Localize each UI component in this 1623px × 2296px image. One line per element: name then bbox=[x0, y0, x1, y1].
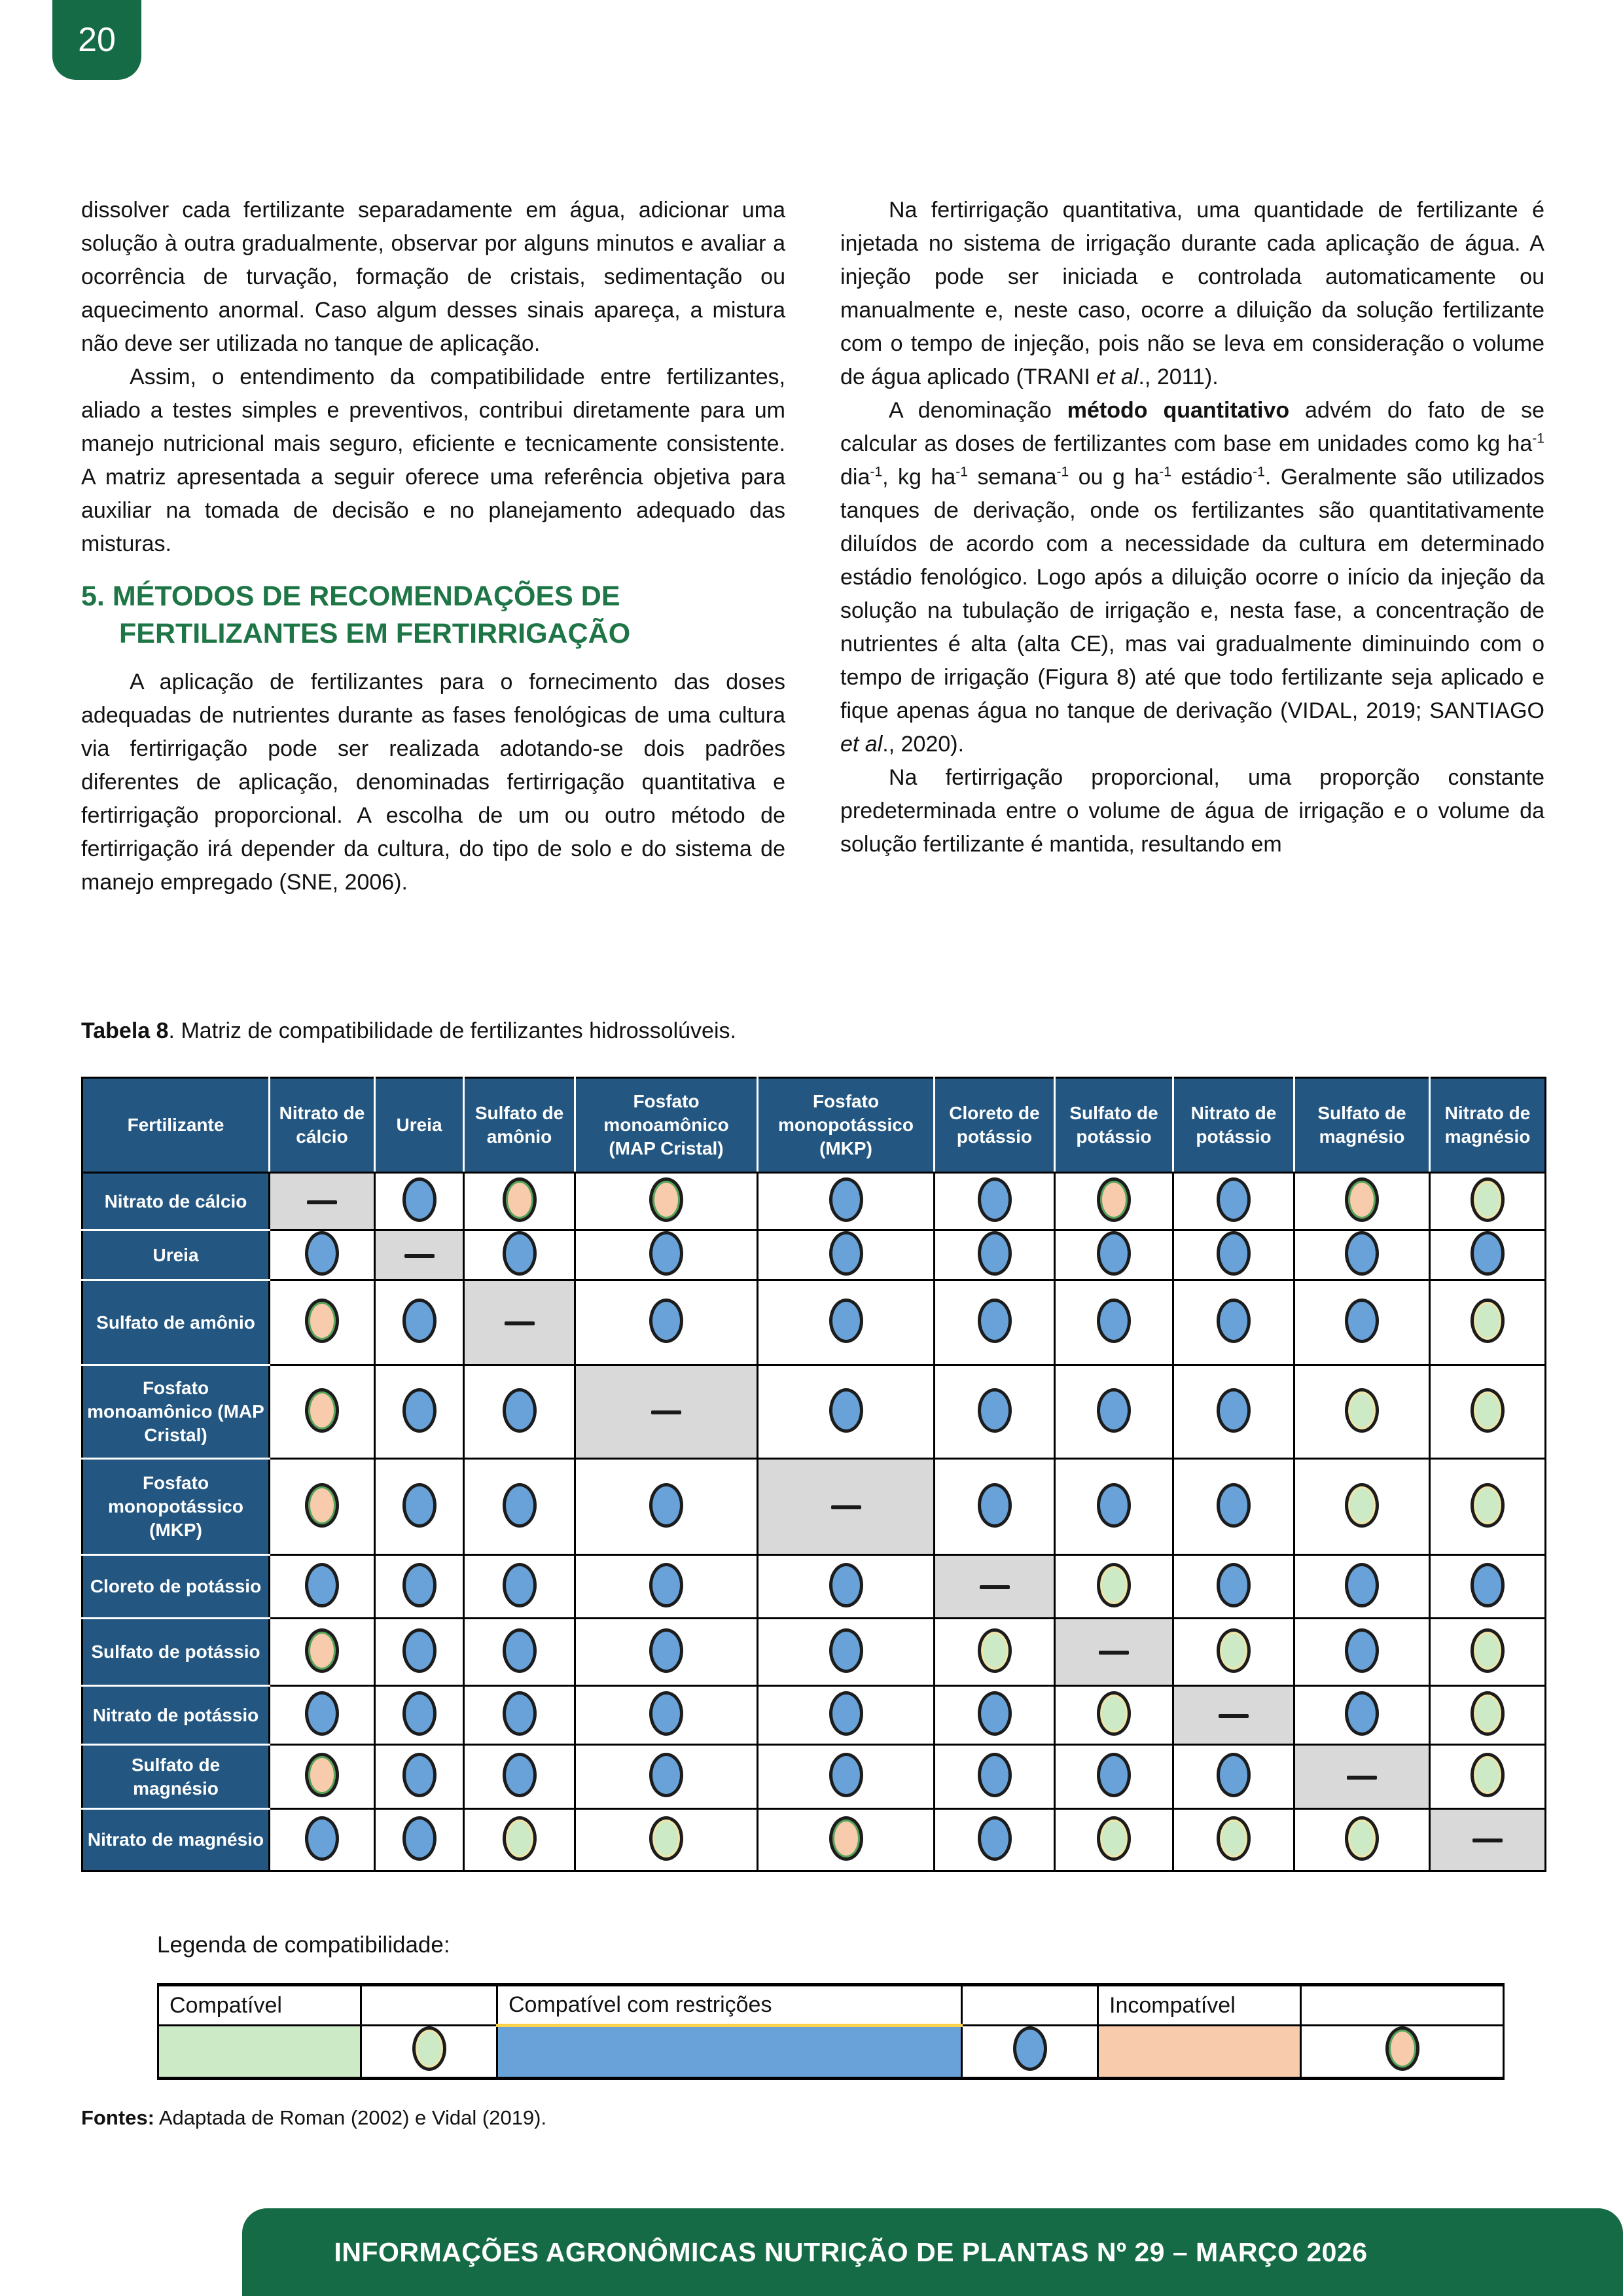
matrix-cell bbox=[758, 1280, 935, 1365]
matrix-cell bbox=[1173, 1555, 1294, 1619]
paragraph-dissolver: dissolver cada fertilizante separadamente em água, adicionar uma solução à outra gradualmente, observar por alguns minutos e avaliar a ocorrência de turvação, formação de cristais, sedimentação ou aquecimento anormal. Caso algum desses sinais apareça, a mistura não deve ser utilizada no tanque de aplicação. bbox=[81, 198, 785, 356]
matrix-column-header: Nitrato de cálcio bbox=[270, 1078, 375, 1173]
matrix-cell bbox=[1430, 1173, 1546, 1230]
matrix-cell bbox=[375, 1686, 464, 1745]
matrix-column-header: Sulfato de amônio bbox=[464, 1078, 575, 1173]
restricted-dot-icon bbox=[1471, 1231, 1505, 1276]
matrix-diagonal-cell bbox=[270, 1173, 375, 1230]
section-number: 5. bbox=[81, 581, 105, 612]
matrix-column-header: Ureia bbox=[375, 1078, 464, 1173]
matrix-cell bbox=[1055, 1809, 1173, 1871]
compatible-dot-icon bbox=[1345, 1816, 1379, 1861]
matrix-cell bbox=[1430, 1280, 1546, 1365]
matrix-row bbox=[82, 1459, 1546, 1555]
matrix-cell bbox=[935, 1745, 1055, 1809]
legend-label-restricted: Compatível com restrições bbox=[497, 1985, 962, 2026]
incompatible-dot-icon bbox=[305, 1628, 339, 1673]
compatible-dot-icon bbox=[1097, 1691, 1131, 1736]
restricted-dot-icon bbox=[1217, 1483, 1251, 1528]
matrix-cell bbox=[375, 1555, 464, 1619]
matrix-cell bbox=[1055, 1230, 1173, 1280]
compatibility-legend bbox=[157, 1932, 1505, 2080]
compatible-dot-icon bbox=[412, 2026, 446, 2071]
restricted-dot-icon bbox=[1217, 1388, 1251, 1433]
matrix-cell bbox=[758, 1230, 935, 1280]
matrix-column-header: Nitrato de magnésio bbox=[1430, 1078, 1546, 1173]
section-heading bbox=[81, 578, 785, 653]
matrix-diagonal-cell bbox=[1055, 1619, 1173, 1686]
matrix-cell bbox=[1430, 1230, 1546, 1280]
compatible-dot-icon bbox=[1471, 1299, 1505, 1343]
compatible-dot-icon bbox=[1471, 1483, 1505, 1528]
matrix-column-header: Sulfato de magnésio bbox=[1294, 1078, 1430, 1173]
restricted-dot-icon bbox=[829, 1299, 863, 1343]
matrix-cell bbox=[935, 1173, 1055, 1230]
matrix-row bbox=[82, 1555, 1546, 1619]
matrix-cell bbox=[1173, 1809, 1294, 1871]
restricted-dot-icon bbox=[1217, 1177, 1251, 1222]
legend-circle-restricted-cell bbox=[962, 2026, 1098, 2079]
matrix-cell bbox=[270, 1280, 375, 1365]
matrix-cell bbox=[935, 1230, 1055, 1280]
footer-bar bbox=[242, 2208, 1623, 2296]
restricted-dot-icon bbox=[402, 1691, 437, 1736]
matrix-cell bbox=[935, 1365, 1055, 1459]
dash-icon bbox=[1472, 1839, 1503, 1842]
matrix-cell bbox=[270, 1365, 375, 1459]
matrix-row bbox=[82, 1619, 1546, 1686]
matrix-cell bbox=[270, 1230, 375, 1280]
restricted-dot-icon bbox=[829, 1628, 863, 1673]
dash-icon bbox=[831, 1505, 861, 1509]
matrix-column-header: Fosfato monoamônico (MAP Cristal) bbox=[575, 1078, 758, 1173]
legend-label-row bbox=[158, 1985, 1504, 2026]
restricted-dot-icon bbox=[402, 1628, 437, 1673]
matrix-cell bbox=[270, 1619, 375, 1686]
compatible-dot-icon bbox=[1471, 1388, 1505, 1433]
matrix-cell bbox=[935, 1809, 1055, 1871]
matrix-cell bbox=[1173, 1619, 1294, 1686]
matrix-cell bbox=[758, 1173, 935, 1230]
restricted-dot-icon bbox=[1097, 1299, 1131, 1343]
matrix-header bbox=[82, 1078, 1546, 1173]
compatibility-matrix-table bbox=[81, 1077, 1546, 1872]
matrix-diagonal-cell bbox=[575, 1365, 758, 1459]
restricted-dot-icon bbox=[829, 1231, 863, 1276]
restricted-dot-icon bbox=[503, 1388, 537, 1433]
matrix-row bbox=[82, 1230, 1546, 1280]
matrix-cell bbox=[935, 1619, 1055, 1686]
et-al-italic: et al bbox=[1096, 365, 1139, 389]
restricted-dot-icon bbox=[503, 1691, 537, 1736]
matrix-cell bbox=[375, 1459, 464, 1555]
matrix-cell bbox=[270, 1459, 375, 1555]
matrix-cell bbox=[375, 1280, 464, 1365]
paragraph-assim: Assim, o entendimento da compatibilidade entre fertilizantes, aliado a testes simples e preventivos, contribui diretamente para um manejo nutricional mais seguro, eficiente e tecnicamente consistente. A matriz apresentada a seguir oferece uma referência objetiva para auxiliar na tomada de decisão e no planejamento adequado das misturas. bbox=[81, 365, 785, 556]
superscript: -1 bbox=[1159, 464, 1171, 480]
paragraph-proporcional: Na fertirrigação proporcional, uma proporção constante predeterminada entre o volume de água de irrigação e o volume da solução fertilizante é mantida, resultando em bbox=[840, 765, 1544, 857]
paragraph-quantitativa: Na fertirrigação quantitativa, uma quantidade de fertilizante é injetada no sistema de irrigação durante cada aplicação de água. A injeção pode ser iniciada e controlada automaticamente ou manualmente e, neste caso, ocorre a diluição da solução fertilizante com o tempo de injeção, pois não se leva em consideração o volume de água aplicado (TRANI et al., 2011). bbox=[840, 198, 1544, 389]
matrix-cell bbox=[575, 1686, 758, 1745]
page-number-badge bbox=[52, 0, 141, 80]
incompatible-dot-icon bbox=[1345, 1177, 1379, 1222]
restricted-dot-icon bbox=[402, 1299, 437, 1343]
matrix-row-label: Sulfato de amônio bbox=[82, 1280, 270, 1365]
sources-label: Fontes: bbox=[81, 2106, 154, 2129]
matrix-row bbox=[82, 1686, 1546, 1745]
matrix-cell bbox=[464, 1459, 575, 1555]
restricted-dot-icon bbox=[503, 1483, 537, 1528]
compatible-dot-icon bbox=[1217, 1628, 1251, 1673]
matrix-cell bbox=[270, 1555, 375, 1619]
matrix-cell bbox=[1173, 1230, 1294, 1280]
incompatible-dot-icon bbox=[305, 1388, 339, 1433]
matrix-row-label: Nitrato de potássio bbox=[82, 1686, 270, 1745]
restricted-dot-icon bbox=[1345, 1231, 1379, 1276]
matrix-cell bbox=[1430, 1686, 1546, 1745]
page-number: 20 bbox=[78, 21, 116, 59]
restricted-dot-icon bbox=[1217, 1753, 1251, 1797]
restricted-dot-icon bbox=[829, 1177, 863, 1222]
restricted-dot-icon bbox=[503, 1753, 537, 1797]
restricted-dot-icon bbox=[978, 1231, 1012, 1276]
legend-empty-cell bbox=[1301, 1985, 1504, 2026]
table-caption: Tabela 8. Matriz de compatibilidade de fertilizantes hidrossolúveis. bbox=[81, 1018, 736, 1043]
legend-circle-incompatible-cell bbox=[1301, 2026, 1504, 2079]
section-title: MÉTODOS DE RECOMENDAÇÕES DE FERTILIZANTES EM FERTIRRIGAÇÃO bbox=[112, 581, 631, 649]
matrix-diagonal-cell bbox=[758, 1459, 935, 1555]
matrix-cell bbox=[758, 1555, 935, 1619]
restricted-dot-icon bbox=[305, 1816, 339, 1861]
restricted-dot-icon bbox=[978, 1177, 1012, 1222]
legend-swatch-row bbox=[158, 2026, 1504, 2079]
matrix-cell bbox=[1294, 1280, 1430, 1365]
superscript: -1 bbox=[1056, 464, 1069, 480]
matrix-cell bbox=[1173, 1459, 1294, 1555]
matrix-cell bbox=[1430, 1365, 1546, 1459]
matrix-cell bbox=[1294, 1459, 1430, 1555]
matrix-cell bbox=[270, 1809, 375, 1871]
matrix-cell bbox=[575, 1459, 758, 1555]
matrix-cell bbox=[935, 1459, 1055, 1555]
matrix-cell bbox=[1173, 1280, 1294, 1365]
legend-empty-cell bbox=[361, 1985, 497, 2026]
matrix-column-header: Cloreto de potássio bbox=[935, 1078, 1055, 1173]
restricted-dot-icon bbox=[1471, 1563, 1505, 1607]
matrix-cell bbox=[575, 1809, 758, 1871]
legend-table bbox=[157, 1983, 1505, 2080]
matrix-body bbox=[82, 1173, 1546, 1871]
restricted-dot-icon bbox=[305, 1563, 339, 1607]
restricted-dot-icon bbox=[649, 1628, 683, 1673]
restricted-dot-icon bbox=[829, 1563, 863, 1607]
matrix-row bbox=[82, 1280, 1546, 1365]
paragraph-denominacao: A denominação método quantitativo advém do fato de se calcular as doses de fertilizantes com base em unidades como kg $ha^{-1}$ dia$^{-1}$, kg $ha^{-1}$ semana$^{-1}$ ou g $ha^{-1}$ estádio$^{-1}$. Geralmente são utilizados tanques de derivação, onde os fertilizantes são quantitativamente diluídos de acordo com a necessidade da cultura em determinado estádio fenológico. Logo após a diluição ocorre o início da injeção da solução na tubulação de irrigação e, nesta fase, a concentração de nutrientes é alta (alta CE), mas vai gradualmente diminuindo com o tempo de irrigação (Figura 8) até que todo fertilizante seja aplicado e fique apenas água no tanque de derivação (VIDAL, 2019; SANTIAGO et al., 2020). bbox=[840, 398, 1545, 757]
matrix-cell bbox=[758, 1365, 935, 1459]
restricted-dot-icon bbox=[402, 1177, 437, 1222]
dash-icon bbox=[505, 1321, 535, 1325]
matrix-cell bbox=[1430, 1745, 1546, 1809]
restricted-dot-icon bbox=[1097, 1388, 1131, 1433]
legend-swatch-restricted bbox=[497, 2026, 962, 2079]
restricted-dot-icon bbox=[305, 1691, 339, 1736]
restricted-dot-icon bbox=[503, 1563, 537, 1607]
legend-title: Legenda de compatibilidade: bbox=[157, 1932, 450, 1958]
restricted-dot-icon bbox=[1217, 1299, 1251, 1343]
restricted-dot-icon bbox=[978, 1299, 1012, 1343]
restricted-dot-icon bbox=[978, 1816, 1012, 1861]
superscript: -1 bbox=[1253, 464, 1265, 480]
matrix-cell bbox=[1055, 1555, 1173, 1619]
matrix-diagonal-cell bbox=[1294, 1745, 1430, 1809]
restricted-dot-icon bbox=[1097, 1483, 1131, 1528]
left-column bbox=[81, 194, 785, 899]
matrix-cell bbox=[1294, 1230, 1430, 1280]
body-columns bbox=[81, 194, 1544, 899]
matrix-cell bbox=[464, 1745, 575, 1809]
restricted-dot-icon bbox=[1097, 1231, 1131, 1276]
matrix-diagonal-cell bbox=[1430, 1809, 1546, 1871]
incompatible-dot-icon bbox=[305, 1753, 339, 1797]
legend-swatch-incompatible bbox=[1098, 2026, 1301, 2079]
matrix-cell bbox=[375, 1173, 464, 1230]
matrix-cell bbox=[464, 1230, 575, 1280]
dash-icon bbox=[404, 1254, 435, 1258]
matrix-row-label: Cloreto de potássio bbox=[82, 1555, 270, 1619]
matrix-cell bbox=[575, 1280, 758, 1365]
matrix-cell bbox=[375, 1619, 464, 1686]
matrix-cell bbox=[1294, 1809, 1430, 1871]
matrix-cell bbox=[1055, 1686, 1173, 1745]
restricted-dot-icon bbox=[649, 1753, 683, 1797]
matrix-row-label: Nitrato de magnésio bbox=[82, 1809, 270, 1871]
compatible-dot-icon bbox=[1097, 1563, 1131, 1607]
restricted-dot-icon bbox=[1217, 1563, 1251, 1607]
matrix-cell bbox=[575, 1745, 758, 1809]
matrix-cell bbox=[270, 1686, 375, 1745]
matrix-cell bbox=[464, 1619, 575, 1686]
matrix-cell bbox=[1055, 1280, 1173, 1365]
matrix-cell bbox=[935, 1686, 1055, 1745]
matrix-cell bbox=[464, 1365, 575, 1459]
restricted-dot-icon bbox=[978, 1753, 1012, 1797]
dash-icon bbox=[1099, 1651, 1129, 1655]
restricted-dot-icon bbox=[1217, 1231, 1251, 1276]
paragraph-aplicacao: A aplicação de fertilizantes para o fornecimento das doses adequadas de nutrientes durante as fases fenológicas de uma cultura via fertirrigação pode ser realizada adotando-se dois padrões diferentes de aplicação, denominadas fertirrigação quantitativa e fertirrigação proporcional. A escolha de um ou outro método de fertirrigação irá depender da cultura, do tipo de solo e do sistema de manejo empregado (SNE, 2006). bbox=[81, 670, 785, 895]
matrix-cell bbox=[375, 1745, 464, 1809]
matrix-cell bbox=[1173, 1365, 1294, 1459]
matrix-row-label: Sulfato de magnésio bbox=[82, 1745, 270, 1809]
compatible-dot-icon bbox=[1471, 1691, 1505, 1736]
matrix-column-header: Nitrato de potássio bbox=[1173, 1078, 1294, 1173]
matrix-cell bbox=[1294, 1555, 1430, 1619]
restricted-dot-icon bbox=[1345, 1563, 1379, 1607]
restricted-dot-icon bbox=[402, 1563, 437, 1607]
restricted-dot-icon bbox=[829, 1753, 863, 1797]
compatible-dot-icon bbox=[978, 1628, 1012, 1673]
matrix-cell bbox=[375, 1365, 464, 1459]
matrix-cell bbox=[1294, 1686, 1430, 1745]
incompatible-dot-icon bbox=[305, 1483, 339, 1528]
matrix-cell bbox=[1430, 1459, 1546, 1555]
legend-empty-cell bbox=[962, 1985, 1098, 2026]
et-al-italic: et al bbox=[840, 732, 883, 757]
restricted-dot-icon bbox=[649, 1483, 683, 1528]
matrix-cell bbox=[758, 1686, 935, 1745]
compatible-dot-icon bbox=[1471, 1177, 1505, 1222]
matrix-cell bbox=[575, 1555, 758, 1619]
table-caption-label: Tabela 8 bbox=[81, 1018, 169, 1043]
restricted-dot-icon bbox=[649, 1231, 683, 1276]
matrix-column-header: Fosfato monopotássico (MKP) bbox=[758, 1078, 935, 1173]
restricted-dot-icon bbox=[978, 1691, 1012, 1736]
matrix-cell bbox=[1430, 1555, 1546, 1619]
matrix-row bbox=[82, 1745, 1546, 1809]
restricted-dot-icon bbox=[503, 1628, 537, 1673]
restricted-dot-icon bbox=[978, 1388, 1012, 1433]
dash-icon bbox=[1347, 1776, 1377, 1780]
metodo-quantitativo-bold: método quantitativo bbox=[1067, 398, 1290, 423]
matrix-row-label: Fosfato monopotássico (MKP) bbox=[82, 1459, 270, 1555]
superscript: -1 bbox=[870, 464, 883, 480]
matrix-cell bbox=[1294, 1365, 1430, 1459]
restricted-dot-icon bbox=[1097, 1753, 1131, 1797]
matrix-cell bbox=[1055, 1365, 1173, 1459]
matrix-row bbox=[82, 1173, 1546, 1230]
restricted-dot-icon bbox=[649, 1563, 683, 1607]
matrix-header-row bbox=[82, 1078, 1546, 1173]
compatible-dot-icon bbox=[1471, 1628, 1505, 1673]
incompatible-dot-icon bbox=[503, 1177, 537, 1222]
compatible-dot-icon bbox=[1345, 1388, 1379, 1433]
superscript: -1 bbox=[1532, 431, 1544, 446]
dash-icon bbox=[980, 1585, 1010, 1589]
matrix-cell bbox=[1173, 1173, 1294, 1230]
compatible-dot-icon bbox=[1345, 1483, 1379, 1528]
matrix-cell bbox=[270, 1745, 375, 1809]
restricted-dot-icon bbox=[503, 1231, 537, 1276]
legend-circle-compatible-cell bbox=[361, 2026, 497, 2079]
dash-icon bbox=[307, 1200, 337, 1204]
matrix-row-label: Ureia bbox=[82, 1230, 270, 1280]
incompatible-dot-icon bbox=[1097, 1177, 1131, 1222]
matrix-row-label: Nitrato de cálcio bbox=[82, 1173, 270, 1230]
compatible-dot-icon bbox=[1217, 1816, 1251, 1861]
compatible-dot-icon bbox=[1471, 1753, 1505, 1797]
matrix-cell bbox=[758, 1809, 935, 1871]
matrix-cell bbox=[464, 1686, 575, 1745]
compatible-dot-icon bbox=[503, 1816, 537, 1861]
matrix-cell bbox=[1294, 1619, 1430, 1686]
matrix-cell bbox=[575, 1173, 758, 1230]
legend-swatch-compatible bbox=[158, 2026, 361, 2079]
matrix-cell bbox=[758, 1745, 935, 1809]
restricted-dot-icon bbox=[402, 1753, 437, 1797]
restricted-dot-icon bbox=[829, 1691, 863, 1736]
incompatible-dot-icon bbox=[1385, 2026, 1419, 2071]
matrix-cell bbox=[1055, 1745, 1173, 1809]
matrix-row-label: Fosfato monoamônico (MAP Cristal) bbox=[82, 1365, 270, 1459]
restricted-dot-icon bbox=[649, 1691, 683, 1736]
restricted-dot-icon bbox=[978, 1483, 1012, 1528]
incompatible-dot-icon bbox=[305, 1299, 339, 1343]
restricted-dot-icon bbox=[1345, 1299, 1379, 1343]
sources-line: Fontes: Adaptada de Roman (2002) e Vidal (2019). bbox=[81, 2106, 547, 2129]
restricted-dot-icon bbox=[402, 1483, 437, 1528]
matrix-cell bbox=[1294, 1173, 1430, 1230]
matrix-diagonal-cell bbox=[375, 1230, 464, 1280]
matrix-cell bbox=[1173, 1745, 1294, 1809]
matrix-cell bbox=[464, 1555, 575, 1619]
restricted-dot-icon bbox=[649, 1299, 683, 1343]
restricted-dot-icon bbox=[1013, 2026, 1047, 2071]
matrix-cell bbox=[1055, 1173, 1173, 1230]
restricted-dot-icon bbox=[402, 1816, 437, 1861]
restricted-dot-icon bbox=[402, 1388, 437, 1433]
incompatible-dot-icon bbox=[649, 1177, 683, 1222]
matrix-diagonal-cell bbox=[464, 1280, 575, 1365]
matrix-corner-header: Fertilizante bbox=[82, 1078, 270, 1173]
matrix-cell bbox=[1055, 1459, 1173, 1555]
restricted-dot-icon bbox=[1345, 1691, 1379, 1736]
restricted-dot-icon bbox=[305, 1231, 339, 1276]
matrix-cell bbox=[375, 1809, 464, 1871]
matrix-row bbox=[82, 1809, 1546, 1871]
matrix-cell bbox=[464, 1173, 575, 1230]
restricted-dot-icon bbox=[829, 1388, 863, 1433]
right-column bbox=[840, 194, 1544, 899]
legend-label-compatible: Compatível bbox=[158, 1985, 361, 2026]
matrix-cell bbox=[758, 1619, 935, 1686]
dash-icon bbox=[651, 1410, 681, 1414]
matrix-row bbox=[82, 1365, 1546, 1459]
footer-text: INFORMAÇÕES AGRONÔMICAS NUTRIÇÃO DE PLANTAS Nº 29 – MARÇO 2026 bbox=[334, 2236, 1368, 2267]
matrix-diagonal-cell bbox=[935, 1555, 1055, 1619]
compatible-dot-icon bbox=[649, 1816, 683, 1861]
incompatible-dot-icon bbox=[829, 1816, 863, 1861]
matrix-cell bbox=[464, 1809, 575, 1871]
compatible-dot-icon bbox=[1097, 1816, 1131, 1861]
restricted-dot-icon bbox=[1345, 1628, 1379, 1673]
matrix-cell bbox=[935, 1280, 1055, 1365]
matrix-cell bbox=[575, 1230, 758, 1280]
matrix-cell bbox=[1430, 1619, 1546, 1686]
matrix-column-header: Sulfato de potássio bbox=[1055, 1078, 1173, 1173]
matrix-row-label: Sulfato de potássio bbox=[82, 1619, 270, 1686]
matrix-cell bbox=[575, 1619, 758, 1686]
superscript: -1 bbox=[955, 464, 969, 480]
legend-label-incompatible: Incompatível bbox=[1098, 1985, 1301, 2026]
matrix-diagonal-cell bbox=[1173, 1686, 1294, 1745]
dash-icon bbox=[1219, 1714, 1249, 1718]
